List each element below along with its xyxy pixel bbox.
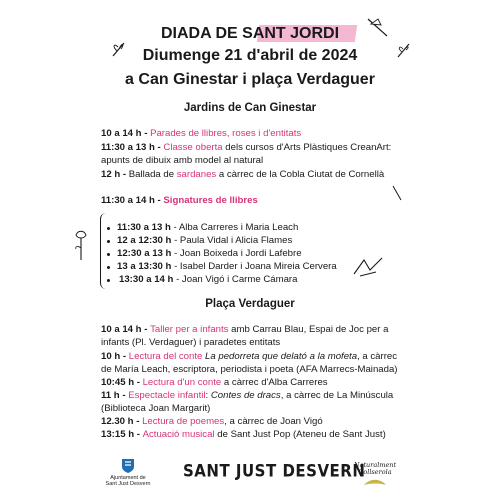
naturalment-collserola-logo: Naturalment Collserola [350, 462, 400, 487]
schedule-item: 13:15 h - Actuació musical de Sant Just Pop (Ateneu de Sant Just) [101, 429, 386, 440]
section-heading-placa: Plaça Verdaguer [205, 298, 295, 310]
schedule-item: 11 h - Espectacle infantil: Contes de dracs, a càrrec de La Minúscula [101, 390, 394, 401]
section-heading-jardins: Jardins de Can Ginestar [183, 102, 317, 114]
bullet-icon [107, 240, 110, 243]
signatures-heading: 11:30 a 14 h - Signatures de llibres [101, 195, 258, 206]
schedule-item-continuation: de María Leach, escriptora, periodista i poeta (AFA Marrecs-Mainada) [101, 364, 398, 375]
ajuntament-logo: Ajuntament de Sant Just Desvern [100, 458, 156, 487]
sant-just-desvern-logo: SANT JUST DESVERN [183, 460, 366, 482]
book-doodle-right [350, 254, 386, 280]
schedule-item-continuation: apunts de dibuix amb model al natural [101, 155, 264, 166]
schedule-item-continuation: (Biblioteca Joan Margarit) [101, 403, 211, 414]
bullet-icon [107, 279, 110, 282]
event-title [0, 24, 500, 43]
schedule-item: 10 a 14 h - Parades de llibres, roses i d'entitats [101, 128, 302, 139]
schedule-item: 12 h - Ballada de sardanes a càrrec de la Cobla Ciutat de Cornellà [101, 169, 385, 180]
signing-row: 11:30 a 13 h - Alba Carreres i Maria Leach [117, 222, 299, 233]
schedule-item: 10:45 h - Lectura d'un conte a càrrec d'Alba Carreres [101, 377, 328, 388]
rose-doodle-left [72, 230, 90, 262]
coat-of-arms-icon [121, 458, 135, 474]
signing-row: 12:30 a 13 h - Joan Boixeda i Jordi Lafebre [117, 248, 302, 259]
schedule-item: 10 h - Lectura del conte La pedorreta que delató a la mofeta, a càrrec [101, 351, 398, 362]
bullet-icon [107, 266, 110, 269]
bullet-icon [107, 227, 110, 230]
pen-doodle-mid-right [390, 184, 404, 202]
schedule-item: 10 a 14 h - Taller per a infants amb Carrau Blau, Espai de Joc per a [101, 324, 389, 335]
schedule-item-continuation: infants (Pl. Verdaguer) i paradetes entitats [101, 337, 281, 348]
title-highlight-text: DE SANT JORDI [215, 25, 340, 42]
signing-row: 12 a 12:30 h - Paula Vidal i Alicia Flames [117, 235, 293, 246]
bullet-icon [107, 253, 110, 256]
signings-bracket [100, 213, 111, 289]
signing-row: 13 a 13:30 h - Isabel Darder i Joana Mireia Cervera [117, 261, 337, 272]
signing-row: 13:30 a 14 h - Joan Vigó i Carme Cámara [119, 274, 298, 285]
schedule-item: 11:30 a 13 h - Classe oberta dels cursos d'Arts Plàstiques CreanArt: [101, 142, 392, 153]
title-text: DIADA [160, 25, 216, 42]
event-date: Diumenge 21 d'abril de 2024 [142, 47, 358, 64]
event-location: a Can Ginestar i plaça Verdaguer [125, 71, 375, 88]
leaf-icon [362, 477, 388, 487]
schedule-item: 12.30 h - Lectura de poemes, a càrrec de Joan Vigó [101, 416, 323, 427]
